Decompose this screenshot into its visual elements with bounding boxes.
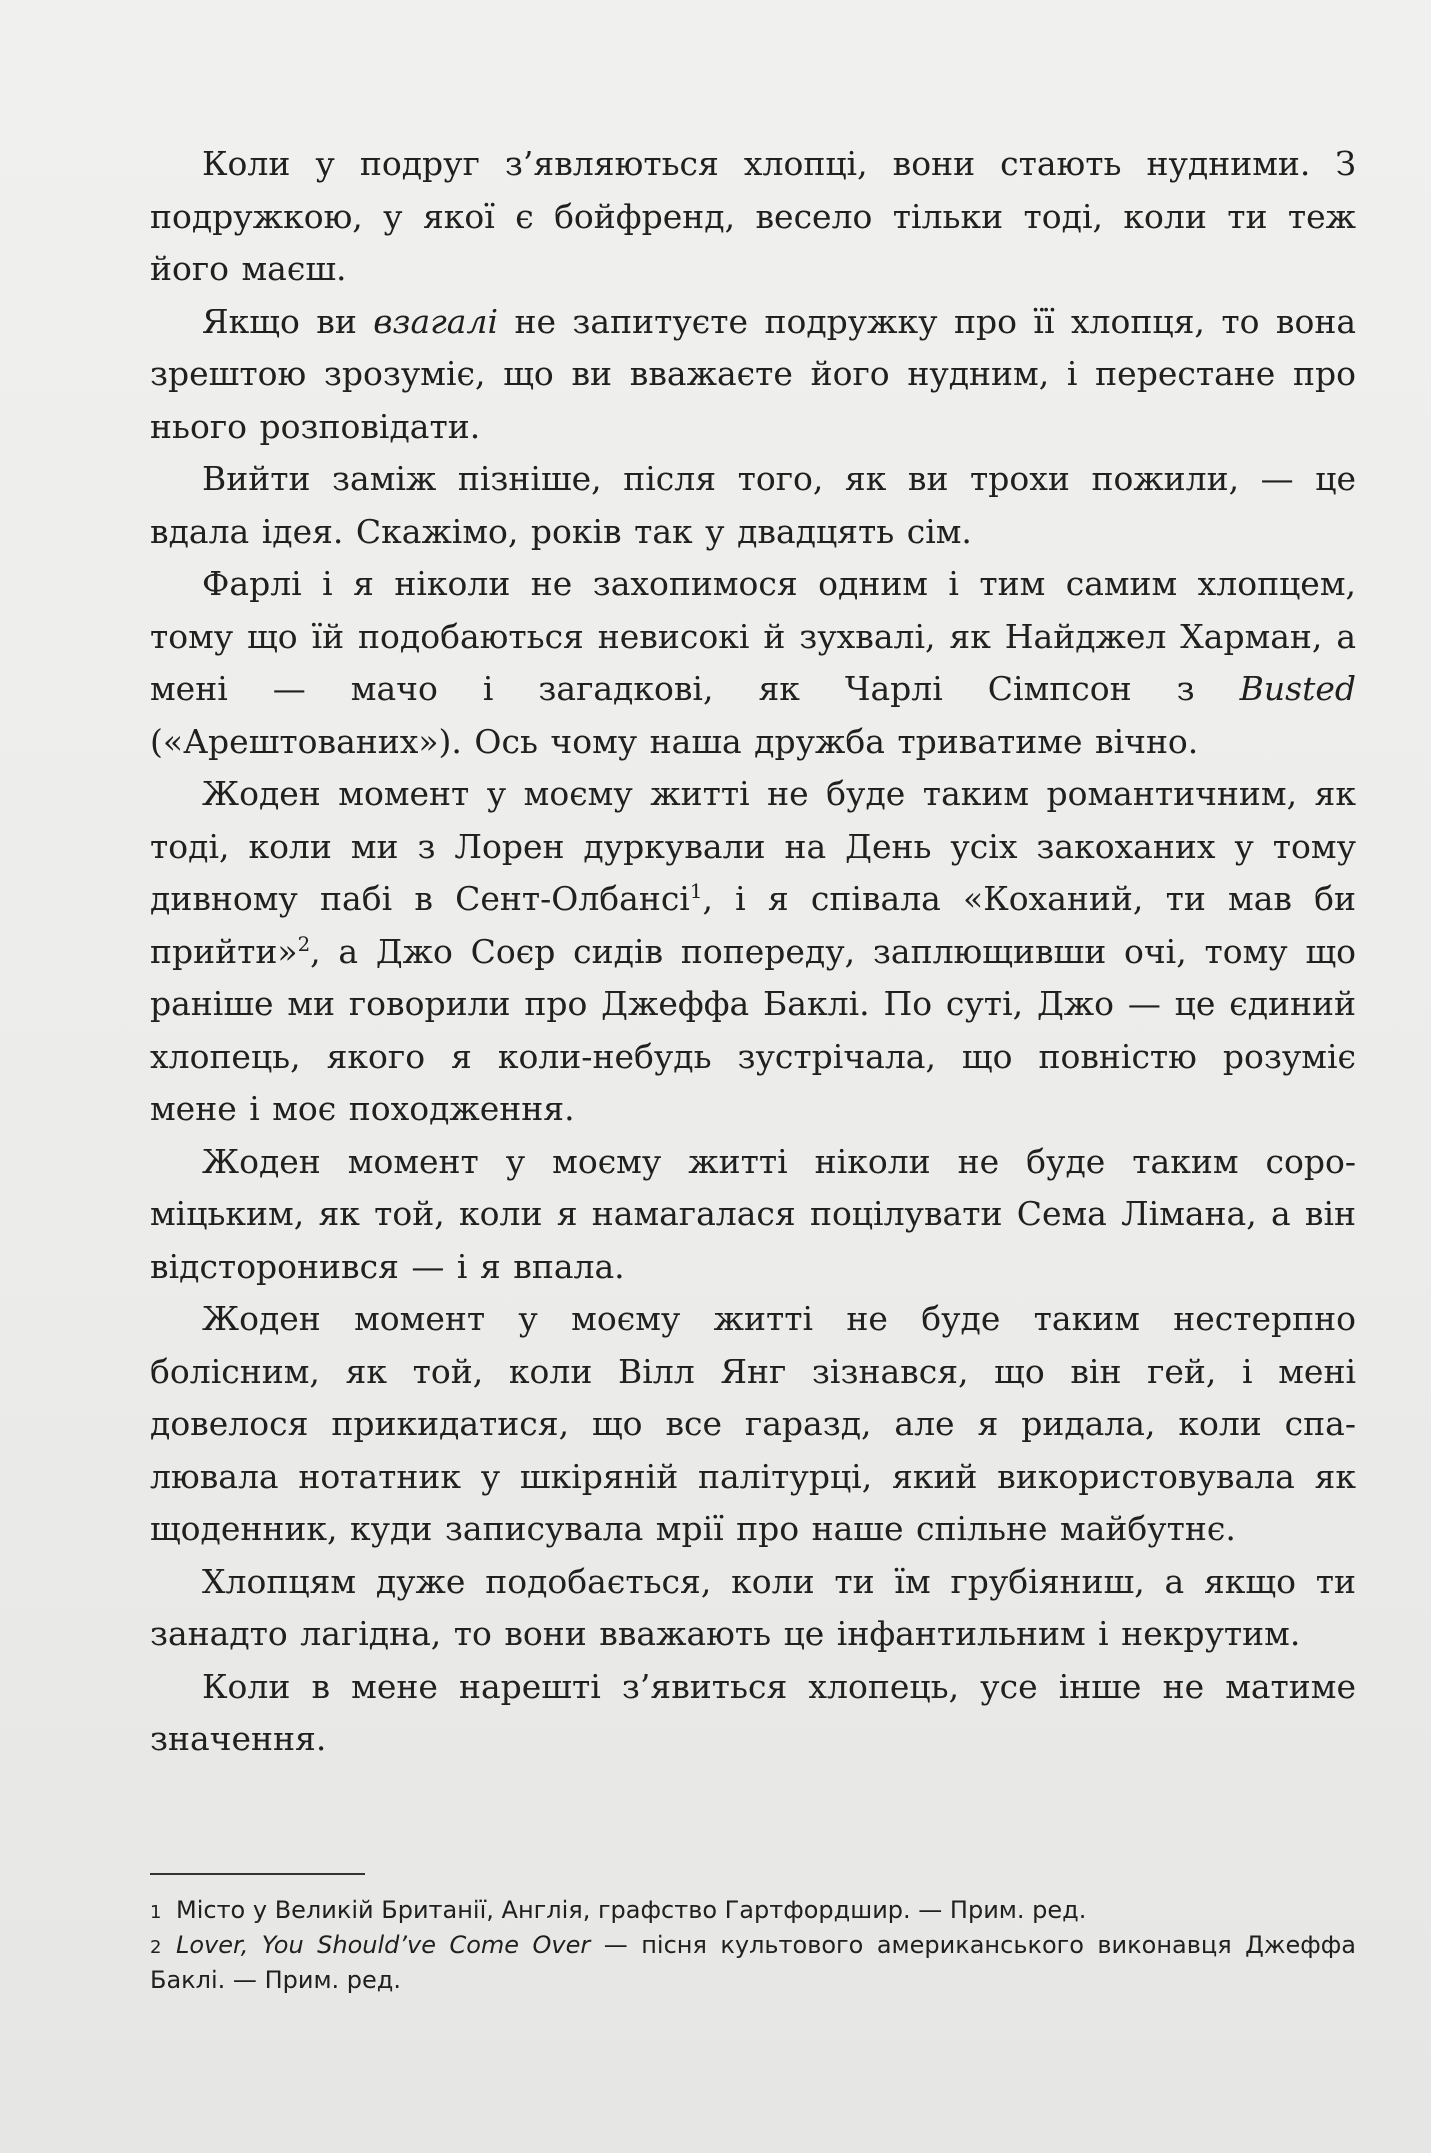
paragraph-5: Жоден момент у моєму житті не буде таким романтичним, як тоді, коли ми з Лорен дуркували на День усіх закоханих у тому дивному пабі в Сент-Олбансі$^1$, і я співала «Коханий, ти мав би прийти»$^2$, а Джо Соєр сидів попереду, заплющивши очі, тому що раніше ми говорили про Джеффа Баклі. По суті, Джо — це єдиний хлопець, якого я коли-небудь зустрічала, що повністю розуміє мене і моє походження. [150,774,1357,1128]
paragraph-7: Жоден момент у моєму житті не буде таким нестерпно болісним, як той, коли Вілл Янг зізнався, що він гей, і мені довелося прикидатися, що все гаразд, але я ридала, коли спалювала нотатник у шкіряній палітурці, який використовувала як щоденник, куди записувала мрії про наше спільне майбутнє. [150,1299,1356,1548]
footnote-number: 2 [150,1937,162,1958]
band-name: Busted [1239,669,1356,708]
song-title: Lover, You Should’ve Come Over [176,1931,591,1959]
paragraph-8: Хлопцям дуже подобається, коли ти їм грубіяниш, а якщо ти занадто лагідна, то вони вважають це інфантильним і некрутим. [150,1561,1356,1653]
paragraph-1: Коли у подруг з’являються хлопці, вони стають нудними. З подружкою, у якої є бойфренд, весело тільки тоді, коли ти теж його маєш. [150,144,1356,288]
paragraph-3: Вийти заміж пізніше, після того, як ви трохи пожили, — це вдала ідея. Скажімо, років так у двадцять сім. [150,459,1356,551]
footnote-number: 1 [150,1902,162,1923]
footnote-divider [150,1873,365,1875]
paragraph-4: Фарлі і я ніколи не захопимося одним і тим самим хлопцем, тому що їй подобаються невисокі й зухвалі, як Найджел Харман, а мені — мачо і загадкові, як Чарлі Сімпсон з Busted («Арештованих»). Ось чому наша дружба триватиме вічно. [150,564,1356,761]
paragraph-9: Коли в мене нарешті з’явиться хлопець, усе інше не матиме значення. [150,1666,1356,1758]
paragraph-6: Жоден момент у моєму житті ніколи не буде таким сороміцьким, як той, коли я намагалася поцілувати Сема Лімана, а він відсторонився — і я впала. [150,1141,1356,1286]
main-text [150,138,1356,1766]
footnote-ref-2[interactable]: 2 [297,932,311,956]
footnote-ref-1[interactable]: 1 [689,880,703,903]
footnote-2: 2 Lover, You Should’ve Come Over — пісня культового американського виконавця Джеффа Баклі. — Прим. ред. [150,1931,1356,1994]
emphasis: взагалі [373,301,499,341]
paragraph-2: Якщо ви взагалі не запитуєте подружку про її хлопця, то вона зрештою зрозуміє, що ви вважаєте його нудним, і перестане про нього розповідати. [150,301,1356,446]
footnote-1: 1 Місто у Великій Британії, Англія, графство Гартфордшир. — Прим. ред. [150,1893,1356,1928]
footnotes [150,1893,1356,1998]
